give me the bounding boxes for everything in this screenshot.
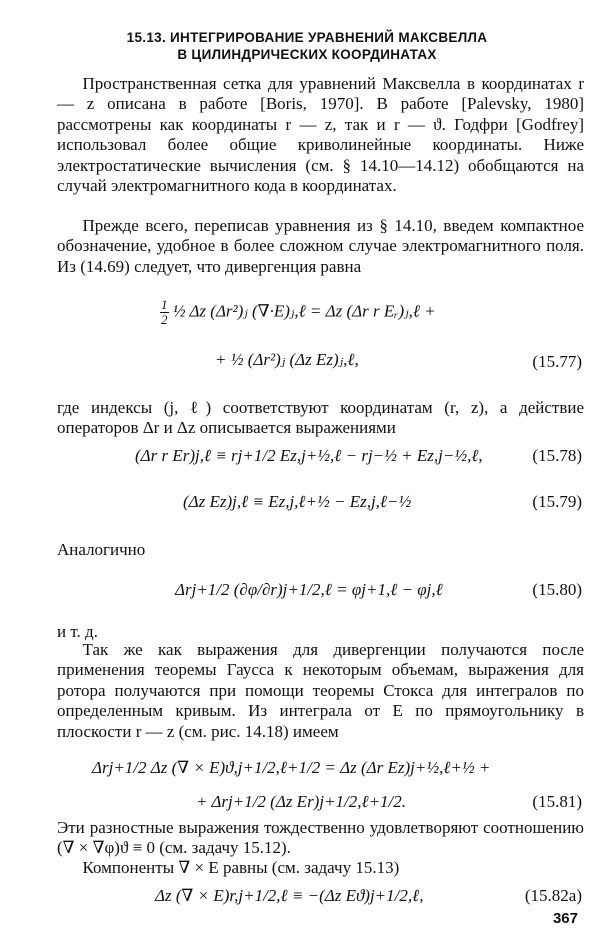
equation-15-81-line2: + Δrj+1/2 (Δz Er)j+1/2,ℓ+1/2. xyxy=(196,792,407,811)
page-number: 367 xyxy=(552,910,578,927)
equation-15-78: (Δr r Er)j,ℓ ≡ rj+1/2 Ez,j+½,ℓ − rj−½ + Ez,j−½,ℓ, xyxy=(135,446,483,465)
equation-number-15-77: (15.77) xyxy=(532,352,582,371)
equation-number-15-82a: (15.82a) xyxy=(524,886,582,905)
equation-number-15-81: (15.81) xyxy=(532,792,582,811)
section-title-line2: В ЦИЛИНДРИЧЕСКИХ КООРДИНАТАХ xyxy=(177,47,437,62)
equation-15-77-line1-text: ½ Δz (Δr²)ⱼ (∇·E)ⱼ,ℓ = Δz (Δr r Eᵣ)ⱼ,ℓ + xyxy=(172,301,436,321)
equation-15-77-line2: + ½ (Δr²)ⱼ (Δz Ez)ⱼ,ℓ, xyxy=(215,350,359,369)
section-title-line1: 15.13. ИНТЕГРИРОВАНИЕ УРАВНЕНИЙ МАКСВЕЛЛА xyxy=(126,30,488,45)
equation-15-81-line1: Δrj+1/2 Δz (∇ × E)ϑ,j+1/2,ℓ+1/2 = Δz (Δr Ez)j+½,ℓ+½ + xyxy=(92,758,491,777)
paragraph-etc: и т. д. xyxy=(57,622,98,641)
equation-number-15-80: (15.80) xyxy=(532,580,582,599)
equation-15-82a: Δz (∇ × E)r,j+1/2,ℓ ≡ −(Δz Eϑ)j+1/2,ℓ, xyxy=(155,886,424,905)
equation-number-15-79: (15.79) xyxy=(532,492,582,511)
equation-number-15-78: (15.78) xyxy=(532,446,582,465)
paragraph-similarly: Аналогично xyxy=(57,540,146,559)
paragraph-components: Компоненты ∇ × E равны (см. задачу 15.13) xyxy=(82,858,400,877)
paragraph-intro: Пространственная сетка для уравнений Максвелла в координатах r — z описана в работе [Boris, 1970]. В работе [Palevsky, 1980] рассмотрены как координаты r — z, так и r — ϑ. Годфри [Godfrey] использовал более общие криволинейные координаты. Ниже электростатические вычисления (см. § 14.10—14.12) обобщаются на случай электромагнитного кода в координатах. xyxy=(57,74,584,196)
paragraph-curl: Так же как выражения для дивергенции получаются после применения теоремы Гаусса к некоторым объемам, выражения для ротора получаются при помощи теоремы Стокса для интегралов по определенным кривым. Из интеграла от E по прямоугольнику в плоскости r — z (см. рис. 14.18) имеем xyxy=(57,640,584,741)
equation-15-80: Δrj+1/2 (∂φ/∂r)j+1/2,ℓ = φj+1,ℓ − φj,ℓ xyxy=(175,580,443,599)
paragraph-identity: Эти разностные выражения тождественно удовлетворяют соотношению (∇ × ∇φ)ϑ ≡ 0 (см. задачу 15.12). xyxy=(57,818,584,858)
equation-15-77-line1: $\frac{1}{2}$ ½ Δz (Δr²)ⱼ (∇·E)ⱼ,ℓ = Δz (Δr r Eᵣ)ⱼ,ℓ + xyxy=(161,297,436,327)
paragraph-indices: где индексы (j, ℓ) соответствуют координатам (r, z), а действие операторов Δr и Δz описывается выражениями xyxy=(57,398,584,438)
paragraph-divergence: Прежде всего, переписав уравнения из § 14.10, введем компактное обозначение, удобное в более сложном случае электромагнитного поля. Из (14.69) следует, что дивергенция равна xyxy=(57,216,584,276)
equation-15-79: (Δz Ez)j,ℓ ≡ Ez,j,ℓ+½ − Ez,j,ℓ−½ xyxy=(183,492,412,511)
